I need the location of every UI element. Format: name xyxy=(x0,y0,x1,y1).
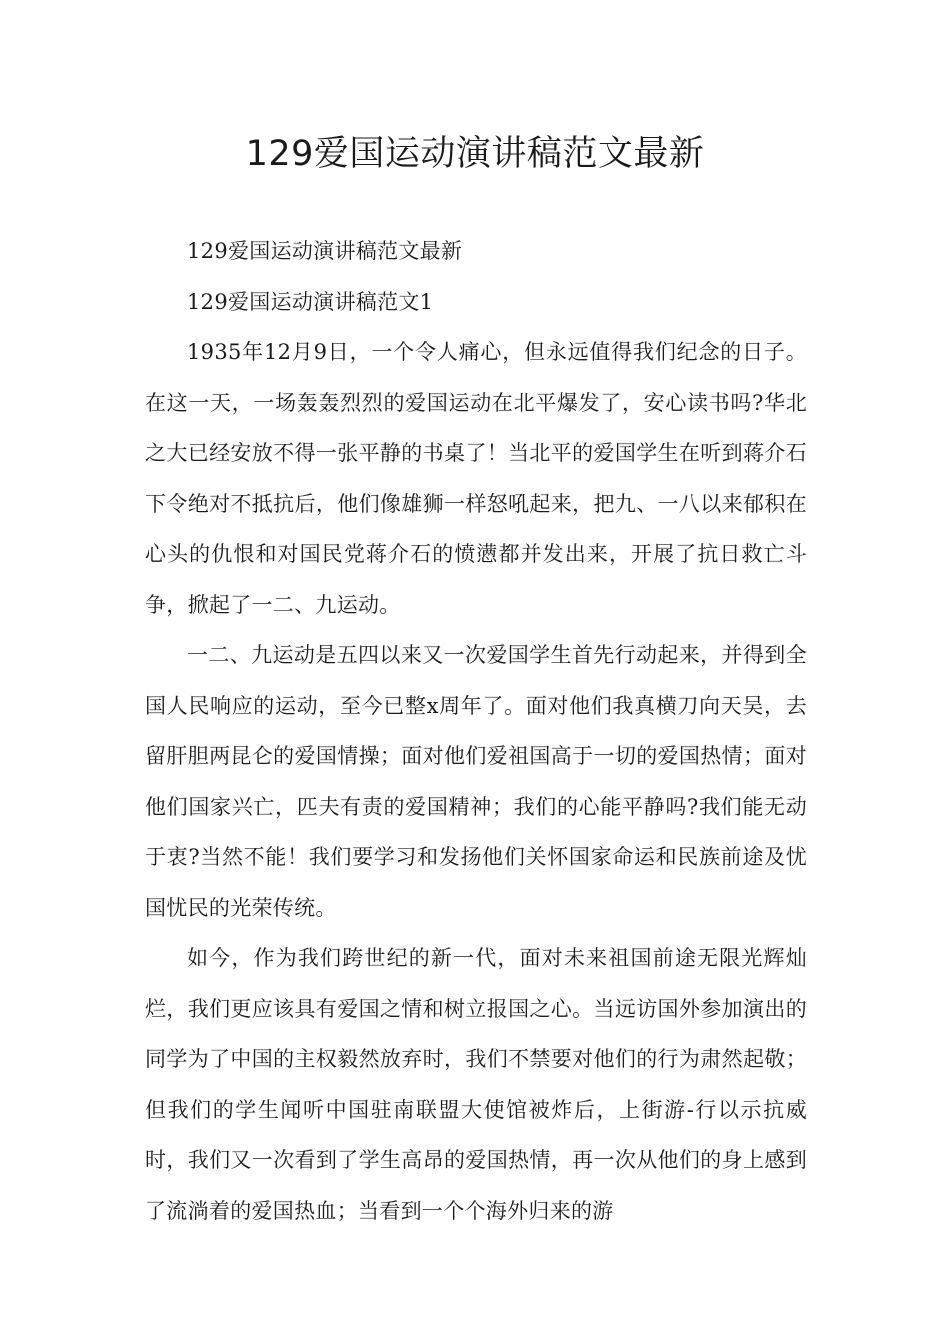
paragraph: 如今，作为我们跨世纪的新一代，面对未来祖国前途无限光辉灿烂，我们更应该具有爱国之情和树立报国之心。当远访国外参加演出的同学为了中国的主权毅然放弃时，我们不禁要对他们的行为肃然起敬；但我们的学生闻听中国驻南联盟大使馆被炸后，上街游-行以示抗威时，我们又一次看到了学生高昂的爱国热情，再一次从他们的身上感到了流淌着的爱国热血；当看到一个个海外归来的游 xyxy=(145,946,807,1223)
paragraph-heading: 129爱国运动演讲稿范文1 xyxy=(187,289,434,314)
paragraph-subtitle: 129爱国运动演讲稿范文最新 xyxy=(187,239,463,263)
paragraph: 1935年12月9日，一个令人痛心，但永远值得我们纪念的日子。在这一天，一场轰轰烈烈的爱国运动在北平爆发了，安心读书吗?华北之大已经安放不得一张平静的书桌了！当北平的爱国学生在听到蒋介石下令绝对不抵抗后，他们像雄狮一样怒吼起来，把九、一八以来郁积在心头的仇恨和对国民党蒋介石的愤懑都并发出来，开展了抗日救亡斗争，掀起了一二、九运动。 xyxy=(145,340,807,617)
paragraph: 一二、九运动是五四以来又一次爱国学生首先行动起来，并得到全国人民响应的运动，至今已整x周年了。面对他们我真横刀向天吴，去留肝胆两昆仑的爱国情操；面对他们爱祖国高于一切的爱国热情；面对他们国家兴亡，匹夫有责的爱国精神；我们的心能平静吗?我们能无动于衷?当然不能！我们要学习和发扬他们关怀国家命运和民族前途及忧国忧民的光荣传统。 xyxy=(145,643,807,920)
document-body xyxy=(145,226,807,1236)
document-title: 129爱国运动演讲稿范文最新 xyxy=(245,134,705,174)
